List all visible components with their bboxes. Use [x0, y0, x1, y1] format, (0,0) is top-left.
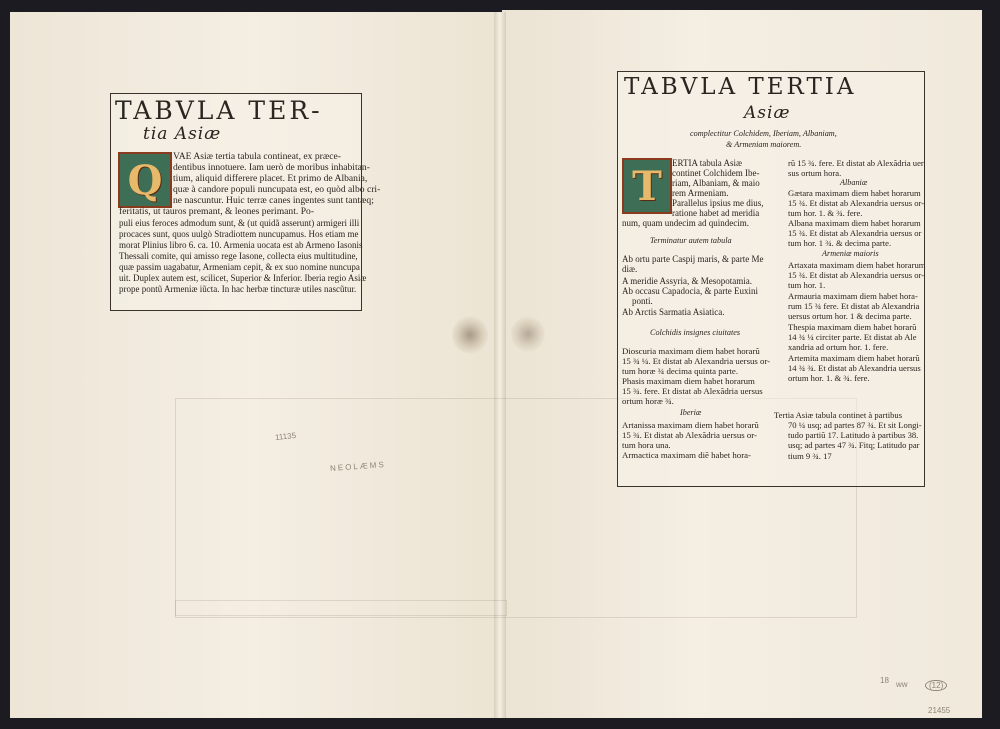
col1-border-line: diæ.	[622, 264, 638, 274]
col1-intro-line: ERTIA tabula Asiæ	[672, 158, 742, 168]
col2-closing-line: Tertia Asiæ tabula continet à partibus	[774, 410, 903, 420]
col2-line: ortum hor. 1. & ¾. fere.	[788, 373, 870, 383]
col2-closing-line: usq; ad partes 47 ¾. Fitq; Latitudo par	[788, 440, 920, 450]
col1-heading: Colchidis insignes ciuitates	[650, 328, 741, 337]
pencil-note: NEOLÆMS	[329, 460, 387, 473]
col1-border-line: ponti.	[632, 296, 653, 306]
pencil-note: (12)	[925, 680, 947, 691]
left-text-line: quæ à candore populi nuncupata est, eo quòd albo cri-	[173, 184, 381, 195]
left-text-line: feritatis, ut tauros premant, & leones perimant. Po-	[119, 206, 315, 217]
col1-colchis-line: 15 ¾. fere. Et distat ab Alexãdria uersus	[622, 386, 763, 396]
map-show-through-scale	[175, 600, 507, 616]
col2-heading: Albaniæ	[840, 178, 868, 187]
right-title-line2: Asiæ	[744, 103, 791, 123]
col2-line: Gætara maximam diem habet horarum	[788, 188, 921, 198]
left-text-line: uit. Duplex autem est, scilicet, Superior & Inferior. Iberia regio Asiæ	[119, 273, 367, 283]
left-text-line: procaces sunt, quos uulgò Stradiottem nuncupamus. Hos etiam me	[119, 229, 359, 239]
col2-line: uersus ortum hor. 1 & decima parte.	[788, 311, 912, 321]
col1-border-line: Ab Arctis Sarmatia Asiatica.	[622, 307, 725, 317]
col1-iberia-line: Artanissa maximam diem habet horarũ	[622, 420, 759, 430]
col1-intro-line: ratione habet ad meridia	[672, 208, 760, 218]
left-title-line1: TABVLA TER-	[115, 96, 323, 125]
right-title-line1: TABVLA TERTIA	[624, 74, 857, 100]
col2-closing-line: tium 9 ¾. 17	[788, 451, 832, 461]
col1-heading: Iberiæ	[680, 408, 702, 417]
col1-intro-line: rem Armeniam.	[672, 188, 729, 198]
col1-colchis-line: Phasis maximam diem habet horarum	[622, 376, 755, 386]
pencil-note: ww	[896, 680, 908, 689]
left-text-line: puli eius feroces admodum sunt, & (ut quidã asserunt) armigeri illi	[119, 218, 360, 228]
col2-line: 15 ¾. Et distat ab Alexandria uersus or-	[788, 198, 925, 208]
col2-line: Armauria maximam diem habet hora-	[788, 291, 918, 301]
col1-intro-line: continet Colchidem Ibe-	[672, 168, 760, 178]
left-text-line: dentibus innotuere. Iam uerò de moribus inhabitan-	[173, 162, 370, 173]
stain-left	[452, 316, 488, 354]
col1-colchis-line: tum horæ ¾ decima quinta parte.	[622, 366, 739, 376]
pencil-note: 11135	[274, 430, 297, 443]
left-title-line2: tia Asiæ	[143, 124, 222, 144]
col1-heading: Terminatur autem tabula	[650, 236, 732, 245]
col2-line: tum hor. 1. & ¾. fere.	[788, 208, 863, 218]
stain-right	[511, 316, 545, 352]
col2-line: 14 ¾ ¾. Et distat ab Alexandria uersus	[788, 363, 921, 373]
col2-line: sus ortum hora.	[788, 168, 842, 178]
col1-colchis-line: 15 ¾ ¼. Et distat ab Alexandria uersus or-	[622, 356, 771, 366]
col2-line: 15 ¾. Et distat ab Alexandria uersus or	[788, 228, 922, 238]
left-text-line: quæ passim uagabatur, Armeniam cepit, & ex suo nomine nuncupa	[119, 262, 360, 272]
left-text-line: Thessali comite, qui amisso rege Iasone, collecta eius multitudine,	[119, 251, 358, 261]
col2-line: xandria ad ortum hor. 1. fere.	[788, 342, 889, 352]
col2-line: Artaxata maximam diem habet horarum	[788, 260, 926, 270]
left-text-line: tium, aliquid differere placet. Et primo de Albania,	[173, 173, 368, 184]
col2-line: tum hor. 1 ¾. & decima parte.	[788, 238, 892, 248]
col1-border-line: A meridie Assyria, & Mesopotamia.	[622, 276, 752, 286]
left-text-line: VAE Asiæ tertia tabula contineat, ex præce-	[173, 151, 341, 162]
col2-heading: Armeniæ maioris	[822, 249, 879, 258]
col2-closing-line: tudo partiũ 17. Latitudo à partibus 38.	[788, 430, 919, 440]
col2-closing-line: 70 ¼ usq; ad partes 87 ¾. Et sit Longi-	[788, 420, 922, 430]
pencil-note: 18	[880, 676, 889, 685]
col1-colchis-line: ortum horæ ¾.	[622, 396, 674, 406]
left-decorated-initial: Q	[118, 152, 172, 208]
left-text-line: ne nascuntur. Huic terræ canes ingentes sunt tantæq;	[173, 195, 374, 206]
col1-iberia-line: Armactica maximam diẽ habet hora-	[622, 450, 751, 460]
right-decorated-initial: T	[622, 158, 672, 214]
left-text-block	[110, 93, 381, 311]
col1-intro-line: Parallelus ipsius me dius,	[672, 198, 764, 208]
left-text-line: prope pontũ Armeniæ iũcta. In hac herbæ tincturæ utiles nascũtur.	[119, 284, 357, 294]
right-subtitle-line2: & Armeniam maiorem.	[726, 140, 802, 149]
col2-line: Albana maximam diem habet horarum	[788, 218, 921, 228]
col2-line: rũ 15 ¾. fere. Et distat ab Alexãdria uer	[788, 158, 924, 168]
col1-border-line: Ab ortu parte Caspij maris, & parte Me	[622, 254, 764, 264]
right-subtitle-line1: complectitur Colchidem, Iberiam, Albaniam,	[690, 129, 837, 138]
col1-border-line: Ab occasu Capadocia, & parte Euxini	[622, 286, 758, 296]
col2-line: Thespia maximam diem habet horarũ	[788, 322, 917, 332]
pencil-note: 21455	[928, 706, 951, 715]
col2-line: Artemita maximam diem habet horarũ	[788, 353, 920, 363]
col1-intro-line: num, quam undecim ad quindecim.	[622, 218, 749, 228]
col1-iberia-line: 15 ¾. Et distat ab Alexãdria uersus or-	[622, 430, 757, 440]
col1-colchis-line: Dioscuria maximam diem habet horarũ	[622, 346, 760, 356]
col2-line: 14 ¾ ¼ circiter parte. Et distat ab Ale	[788, 332, 917, 342]
col1-intro-line: riam, Albaniam, & maio	[672, 178, 760, 188]
col2-line: rum 15 ¾ fere. Et distat ab Alexandria	[788, 301, 920, 311]
col2-line: 15 ¾. Et distat ab Alexandria uersus or-	[788, 270, 925, 280]
right-text-block	[617, 71, 925, 487]
col2-line: tum hor. 1.	[788, 280, 826, 290]
left-text-line: morat Plinius libro 6. ca. 10. Armenia uocata est ab Armeno Iasonis	[119, 240, 363, 250]
col1-iberia-line: tum hora una.	[622, 440, 671, 450]
